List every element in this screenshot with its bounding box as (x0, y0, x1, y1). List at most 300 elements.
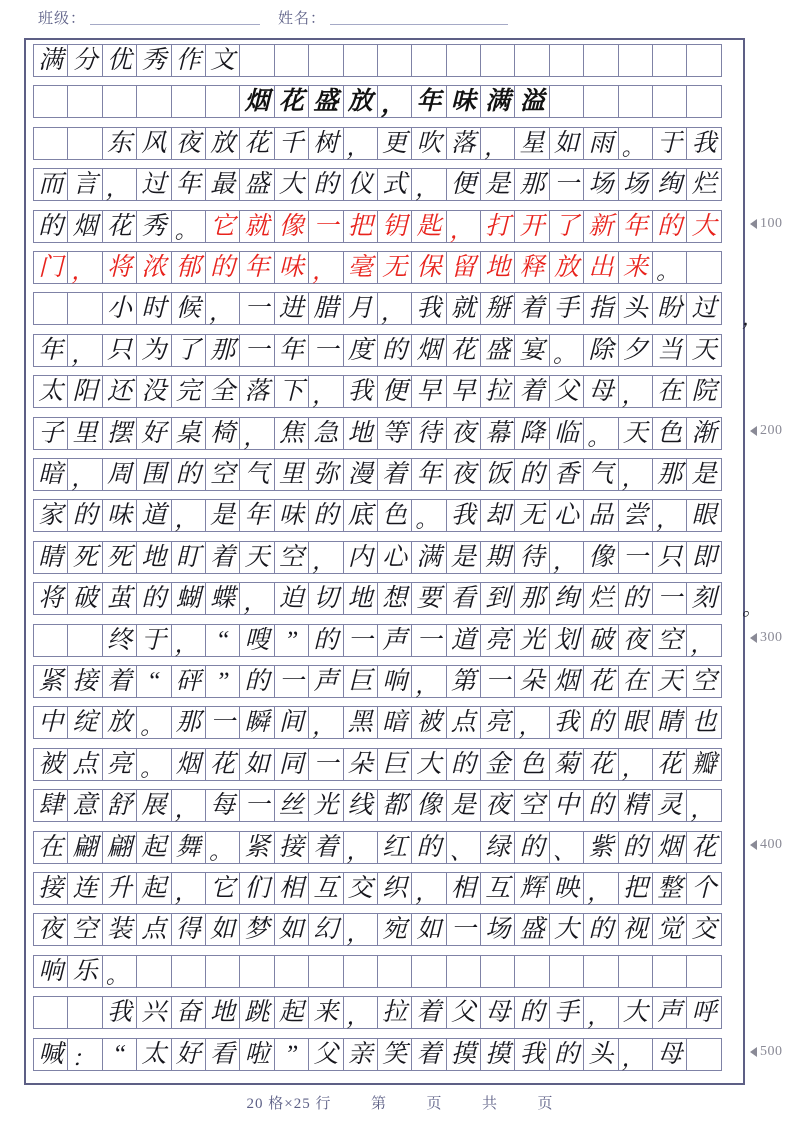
grid-cell[interactable] (136, 127, 171, 160)
grid-cell[interactable] (446, 168, 481, 201)
grid-cell[interactable] (583, 582, 618, 615)
grid-cell[interactable] (618, 334, 653, 367)
grid-cell[interactable] (308, 251, 343, 284)
grid-cell[interactable] (411, 458, 446, 491)
grid-cell[interactable] (549, 85, 584, 118)
grid-cell[interactable] (514, 334, 549, 367)
grid-cell[interactable] (514, 417, 549, 450)
grid-cell[interactable] (377, 996, 412, 1029)
grid-cell[interactable] (205, 913, 240, 946)
grid-cell[interactable] (33, 582, 68, 615)
grid-cell[interactable] (549, 334, 584, 367)
grid-cell[interactable] (274, 665, 309, 698)
grid-cell[interactable] (686, 665, 721, 698)
grid-cell[interactable] (480, 1038, 515, 1071)
grid-cell[interactable] (308, 996, 343, 1029)
grid-cell[interactable] (549, 582, 584, 615)
grid-cell[interactable] (583, 334, 618, 367)
grid-cell[interactable] (377, 541, 412, 574)
grid-cell[interactable] (67, 955, 102, 988)
grid-cell[interactable] (274, 417, 309, 450)
grid-cell[interactable] (618, 748, 653, 781)
grid-cell[interactable] (171, 582, 206, 615)
grid-cell[interactable] (33, 872, 68, 905)
grid-cell[interactable] (377, 748, 412, 781)
grid-cell[interactable] (274, 624, 309, 657)
grid-cell[interactable] (239, 955, 274, 988)
grid-cell[interactable] (549, 913, 584, 946)
grid-cell[interactable] (33, 831, 68, 864)
grid-cell[interactable] (618, 913, 653, 946)
grid-cell[interactable] (205, 127, 240, 160)
grid-cell[interactable] (411, 292, 446, 325)
grid-cell[interactable] (171, 1038, 206, 1071)
grid-cell[interactable] (583, 665, 618, 698)
grid-cell[interactable] (343, 913, 378, 946)
grid-cell[interactable] (33, 706, 68, 739)
grid-cell[interactable] (205, 251, 240, 284)
grid-cell[interactable] (274, 872, 309, 905)
name-field[interactable] (278, 12, 508, 27)
grid-cell[interactable] (583, 913, 618, 946)
grid-cell[interactable] (171, 913, 206, 946)
grid-cell[interactable] (343, 748, 378, 781)
grid-cell[interactable] (67, 665, 102, 698)
grid-cell[interactable] (686, 44, 721, 77)
grid-cell[interactable] (239, 624, 274, 657)
grid-cell[interactable] (205, 499, 240, 532)
grid-cell[interactable] (205, 706, 240, 739)
grid-cell[interactable] (239, 168, 274, 201)
grid-row[interactable] (33, 251, 741, 284)
grid-cell[interactable] (618, 417, 653, 450)
grid-cell[interactable] (411, 665, 446, 698)
grid-cell[interactable] (308, 127, 343, 160)
grid-cell[interactable] (239, 127, 274, 160)
grid-cell[interactable] (102, 44, 137, 77)
grid-cell[interactable] (549, 417, 584, 450)
grid-row[interactable] (33, 210, 741, 243)
grid-cell[interactable] (652, 665, 687, 698)
grid-cell[interactable] (102, 458, 137, 491)
grid-cell[interactable] (618, 251, 653, 284)
grid-cell[interactable] (308, 210, 343, 243)
grid-cell[interactable] (239, 996, 274, 1029)
grid-cell[interactable] (136, 624, 171, 657)
grid-cell[interactable] (618, 458, 653, 491)
grid-cell[interactable] (411, 127, 446, 160)
grid-cell[interactable] (102, 334, 137, 367)
grid-cell[interactable] (343, 168, 378, 201)
grid-cell[interactable] (549, 665, 584, 698)
grid-cell[interactable] (67, 996, 102, 1029)
grid-cell[interactable] (102, 375, 137, 408)
grid-cell[interactable] (514, 499, 549, 532)
grid-cell[interactable] (411, 996, 446, 1029)
grid-cell[interactable] (446, 210, 481, 243)
grid-cell[interactable] (33, 251, 68, 284)
grid-cell[interactable] (652, 706, 687, 739)
grid-cell[interactable] (652, 334, 687, 367)
grid-cell[interactable] (480, 996, 515, 1029)
grid-cell[interactable] (308, 706, 343, 739)
grid-cell[interactable] (480, 210, 515, 243)
grid-cell[interactable] (33, 458, 68, 491)
grid-cell[interactable] (308, 1038, 343, 1071)
grid-cell[interactable] (514, 913, 549, 946)
grid-cell[interactable] (239, 210, 274, 243)
grid-row[interactable] (33, 872, 741, 905)
grid-cell[interactable] (308, 831, 343, 864)
grid-cell[interactable] (411, 541, 446, 574)
grid-cell[interactable] (343, 417, 378, 450)
grid-cell[interactable] (377, 955, 412, 988)
grid-cell[interactable] (549, 872, 584, 905)
grid-cell[interactable] (480, 168, 515, 201)
grid-cell[interactable] (136, 996, 171, 1029)
grid-cell[interactable] (205, 1038, 240, 1071)
grid-row[interactable] (33, 582, 741, 615)
grid-cell[interactable] (274, 251, 309, 284)
grid-cell[interactable] (480, 44, 515, 77)
grid-cell[interactable] (67, 375, 102, 408)
grid-cell[interactable] (343, 789, 378, 822)
grid-cell[interactable] (549, 996, 584, 1029)
grid-cell[interactable] (67, 1038, 102, 1071)
grid-cell[interactable] (583, 624, 618, 657)
grid-cell[interactable] (171, 706, 206, 739)
grid-cell[interactable] (239, 292, 274, 325)
grid-cell[interactable] (67, 44, 102, 77)
grid-cell[interactable] (274, 85, 309, 118)
grid-cell[interactable] (514, 872, 549, 905)
grid-cell[interactable] (686, 624, 721, 657)
grid-cell[interactable] (618, 499, 653, 532)
grid-cell[interactable] (171, 831, 206, 864)
grid-cell[interactable] (274, 210, 309, 243)
grid-cell[interactable] (446, 1038, 481, 1071)
grid-cell[interactable] (343, 1038, 378, 1071)
grid-cell[interactable] (33, 210, 68, 243)
grid-cell[interactable] (308, 375, 343, 408)
grid-cell[interactable] (67, 831, 102, 864)
grid-cell[interactable] (377, 127, 412, 160)
grid-cell[interactable] (239, 458, 274, 491)
grid-cell[interactable] (583, 996, 618, 1029)
grid-cell[interactable] (480, 955, 515, 988)
grid-cell[interactable] (67, 624, 102, 657)
grid-row[interactable] (33, 499, 741, 532)
grid-cell[interactable] (343, 582, 378, 615)
grid-cell[interactable] (274, 996, 309, 1029)
grid-cell[interactable] (411, 499, 446, 532)
grid-cell[interactable] (514, 996, 549, 1029)
grid-cell[interactable] (686, 417, 721, 450)
grid-cell[interactable] (171, 458, 206, 491)
grid-cell[interactable] (239, 375, 274, 408)
grid-cell[interactable] (377, 831, 412, 864)
grid-cell[interactable] (549, 168, 584, 201)
grid-cell[interactable] (618, 665, 653, 698)
grid-cell[interactable] (136, 44, 171, 77)
grid-cell[interactable] (686, 458, 721, 491)
grid-cell[interactable] (33, 789, 68, 822)
grid-cell[interactable] (377, 789, 412, 822)
grid-cell[interactable] (102, 706, 137, 739)
grid-cell[interactable] (274, 168, 309, 201)
grid-cell[interactable] (205, 996, 240, 1029)
grid-cell[interactable] (274, 458, 309, 491)
grid-cell[interactable] (411, 85, 446, 118)
grid-cell[interactable] (33, 996, 68, 1029)
grid-cell[interactable] (583, 375, 618, 408)
grid-cell[interactable] (514, 458, 549, 491)
grid-cell[interactable] (514, 748, 549, 781)
grid-cell[interactable] (67, 789, 102, 822)
grid-cell[interactable] (136, 955, 171, 988)
grid-cell[interactable] (274, 1038, 309, 1071)
grid-cell[interactable] (136, 913, 171, 946)
grid-cell[interactable] (33, 499, 68, 532)
grid-cell[interactable] (377, 375, 412, 408)
grid-cell[interactable] (102, 168, 137, 201)
grid-cell[interactable] (67, 334, 102, 367)
grid-cell[interactable] (446, 44, 481, 77)
grid-cell[interactable] (33, 44, 68, 77)
grid-cell[interactable] (549, 499, 584, 532)
grid-cell[interactable] (411, 375, 446, 408)
grid-cell[interactable] (102, 127, 137, 160)
grid-cell[interactable] (686, 251, 721, 284)
grid-cell[interactable] (514, 582, 549, 615)
grid-cell[interactable] (686, 582, 721, 615)
grid-cell[interactable] (239, 748, 274, 781)
grid-cell[interactable] (343, 292, 378, 325)
grid-cell[interactable] (583, 292, 618, 325)
grid-cell[interactable] (514, 541, 549, 574)
grid-cell[interactable] (67, 541, 102, 574)
grid-cell[interactable] (446, 334, 481, 367)
grid-cell[interactable] (33, 292, 68, 325)
grid-cell[interactable] (33, 127, 68, 160)
grid-cell[interactable] (171, 85, 206, 118)
grid-cell[interactable] (446, 706, 481, 739)
grid-row[interactable] (33, 955, 741, 988)
grid-cell[interactable] (583, 44, 618, 77)
grid-cell[interactable] (377, 85, 412, 118)
grid-cell[interactable] (480, 458, 515, 491)
grid-cell[interactable] (583, 458, 618, 491)
grid-cell[interactable] (136, 665, 171, 698)
grid-cell[interactable] (480, 85, 515, 118)
grid-cell[interactable] (652, 831, 687, 864)
grid-cell[interactable] (136, 872, 171, 905)
grid-cell[interactable] (205, 541, 240, 574)
grid-row[interactable] (33, 831, 741, 864)
grid-cell[interactable] (171, 251, 206, 284)
grid-cell[interactable] (308, 789, 343, 822)
grid-cell[interactable] (205, 168, 240, 201)
grid-cell[interactable] (308, 665, 343, 698)
grid-cell[interactable] (514, 665, 549, 698)
grid-cell[interactable] (686, 706, 721, 739)
grid-cell[interactable] (102, 541, 137, 574)
grid-cell[interactable] (583, 706, 618, 739)
grid-row[interactable] (33, 292, 741, 325)
grid-cell[interactable] (514, 251, 549, 284)
grid-cell[interactable] (33, 417, 68, 450)
grid-cell[interactable] (686, 831, 721, 864)
grid-cell[interactable] (618, 541, 653, 574)
grid-row[interactable] (33, 168, 741, 201)
grid-cell[interactable] (686, 210, 721, 243)
grid-cell[interactable] (308, 541, 343, 574)
grid-cell[interactable] (343, 541, 378, 574)
grid-cell[interactable] (377, 334, 412, 367)
grid-cell[interactable] (67, 913, 102, 946)
grid-cell[interactable] (343, 624, 378, 657)
grid-cell[interactable] (411, 831, 446, 864)
grid-cell[interactable] (446, 624, 481, 657)
grid-cell[interactable] (686, 127, 721, 160)
grid-cell[interactable] (652, 1038, 687, 1071)
grid-cell[interactable] (549, 955, 584, 988)
grid-cell[interactable] (205, 85, 240, 118)
grid-cell[interactable] (239, 44, 274, 77)
grid-cell[interactable] (308, 417, 343, 450)
grid-cell[interactable] (343, 831, 378, 864)
grid-cell[interactable] (171, 168, 206, 201)
grid-cell[interactable] (205, 375, 240, 408)
grid-cell[interactable] (652, 996, 687, 1029)
grid-cell[interactable] (33, 624, 68, 657)
grid-cell[interactable] (239, 251, 274, 284)
grid-cell[interactable] (102, 582, 137, 615)
grid-cell[interactable] (514, 706, 549, 739)
grid-cell[interactable] (102, 85, 137, 118)
grid-cell[interactable] (652, 292, 687, 325)
grid-cell[interactable] (618, 996, 653, 1029)
grid-cell[interactable] (67, 85, 102, 118)
grid-cell[interactable] (171, 624, 206, 657)
grid-cell[interactable] (274, 582, 309, 615)
grid-cell[interactable] (33, 168, 68, 201)
grid-cell[interactable] (686, 85, 721, 118)
grid-cell[interactable] (274, 748, 309, 781)
grid-cell[interactable] (102, 872, 137, 905)
grid-cell[interactable] (136, 458, 171, 491)
grid-cell[interactable] (446, 665, 481, 698)
grid-cell[interactable] (446, 127, 481, 160)
grid-cell[interactable] (102, 831, 137, 864)
grid-cell[interactable] (652, 955, 687, 988)
grid-cell[interactable] (136, 706, 171, 739)
grid-row[interactable] (33, 748, 741, 781)
grid-cell[interactable] (239, 541, 274, 574)
grid-cell[interactable] (239, 582, 274, 615)
grid-cell[interactable] (205, 872, 240, 905)
grid-cell[interactable] (274, 375, 309, 408)
grid-cell[interactable] (67, 499, 102, 532)
grid-cell[interactable] (549, 624, 584, 657)
grid-cell[interactable] (205, 624, 240, 657)
grid-cell[interactable] (171, 417, 206, 450)
grid-row[interactable] (33, 1038, 741, 1071)
grid-cell[interactable] (102, 996, 137, 1029)
grid-cell[interactable] (136, 499, 171, 532)
grid-cell[interactable] (514, 375, 549, 408)
grid-cell[interactable] (549, 541, 584, 574)
grid-cell[interactable] (583, 210, 618, 243)
grid-cell[interactable] (308, 334, 343, 367)
grid-cell[interactable] (514, 168, 549, 201)
grid-cell[interactable] (308, 292, 343, 325)
grid-cell[interactable] (308, 624, 343, 657)
grid-cell[interactable] (343, 127, 378, 160)
grid-cell[interactable] (446, 417, 481, 450)
grid-cell[interactable] (583, 955, 618, 988)
grid-cell[interactable] (480, 665, 515, 698)
grid-cell[interactable] (652, 789, 687, 822)
grid-cell[interactable] (343, 996, 378, 1029)
grid-cell[interactable] (239, 789, 274, 822)
grid-row[interactable] (33, 334, 741, 367)
grid-cell[interactable] (67, 417, 102, 450)
class-input-rule[interactable] (90, 24, 260, 25)
grid-cell[interactable] (239, 334, 274, 367)
grid-cell[interactable] (274, 955, 309, 988)
grid-cell[interactable] (136, 334, 171, 367)
grid-cell[interactable] (583, 789, 618, 822)
grid-cell[interactable] (67, 168, 102, 201)
grid-cell[interactable] (205, 210, 240, 243)
grid-cell[interactable] (514, 955, 549, 988)
grid-cell[interactable] (686, 168, 721, 201)
grid-cell[interactable] (343, 210, 378, 243)
grid-cell[interactable] (67, 706, 102, 739)
grid-cell[interactable] (274, 127, 309, 160)
grid-cell[interactable] (583, 541, 618, 574)
grid-cell[interactable] (377, 1038, 412, 1071)
grid-cell[interactable] (583, 168, 618, 201)
grid-cell[interactable] (102, 955, 137, 988)
grid-cell[interactable] (618, 582, 653, 615)
grid-cell[interactable] (446, 541, 481, 574)
class-field[interactable] (38, 12, 260, 27)
grid-cell[interactable] (411, 168, 446, 201)
grid-cell[interactable] (171, 541, 206, 574)
grid-cell[interactable] (618, 789, 653, 822)
grid-cell[interactable] (343, 955, 378, 988)
grid-cell[interactable] (102, 210, 137, 243)
grid-cell[interactable] (411, 334, 446, 367)
grid-cell[interactable] (480, 127, 515, 160)
grid-row[interactable] (33, 706, 741, 739)
grid-cell[interactable] (67, 292, 102, 325)
grid-cell[interactable] (308, 872, 343, 905)
grid-cell[interactable] (686, 913, 721, 946)
grid-cell[interactable] (33, 85, 68, 118)
grid-cell[interactable] (343, 85, 378, 118)
grid-cell[interactable] (102, 1038, 137, 1071)
grid-cell[interactable] (102, 748, 137, 781)
grid-cell[interactable] (205, 955, 240, 988)
grid-cell[interactable] (343, 44, 378, 77)
grid-cell[interactable] (239, 872, 274, 905)
grid-cell[interactable] (480, 375, 515, 408)
grid-cell[interactable] (583, 831, 618, 864)
grid-cell[interactable] (343, 706, 378, 739)
